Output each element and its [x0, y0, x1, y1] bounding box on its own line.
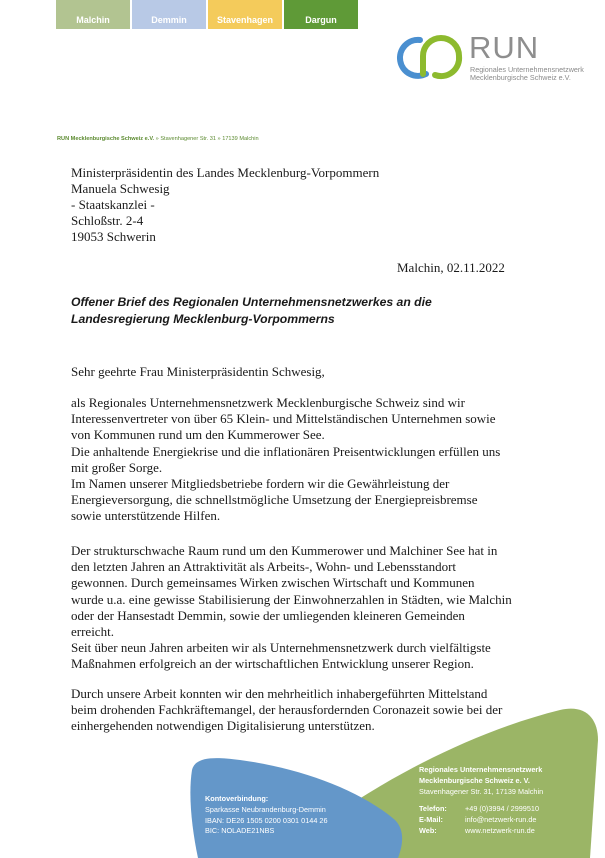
text-line: Maßnahmen erfolgreich an der wirtschaftlichen Entwicklung unserer Region.	[71, 656, 474, 672]
tab-label: Dargun	[305, 15, 337, 25]
contact-email	[419, 815, 539, 826]
tab-stavenhagen	[208, 0, 282, 29]
letter-subject	[71, 294, 432, 328]
contact-details	[419, 804, 539, 836]
letter-date: Malchin, 02.11.2022	[397, 260, 505, 275]
subject-line: Offener Brief des Regionalen Unternehmensnetzwerkes an die	[71, 295, 432, 309]
run-logo	[396, 30, 596, 84]
text-line: einhergehenden notwendigen Digitalisierung unterstützen.	[71, 718, 375, 734]
text-line: Im Namen unserer Mitgliedsbetriebe fordern wir die Gewährleistung der	[71, 476, 450, 492]
logo-subtitle-1: Regionales Unternehmensnetzwerk	[470, 65, 584, 74]
contact-web	[419, 826, 539, 837]
text-line: gewonnen. Durch gemeinsames Wirken zwischen Wirtschaft und Kommunen	[71, 575, 475, 591]
tab-label: Demmin	[151, 15, 187, 25]
sender-org: RUN Mecklenburgische Schweiz e.V.	[57, 136, 155, 142]
text-line: mit großer Sorge.	[71, 459, 163, 475]
recipient-line: Schloßstr. 2-4	[71, 213, 144, 228]
phone-value: +49 (0)3994 / 2999510	[465, 804, 540, 813]
bank-line: BIC: NOLADE21NBS	[205, 826, 275, 836]
text-line: Energieversorgung, die schnellstmögliche Umsetzung der Energiepreisbremse	[71, 492, 478, 508]
text-line: Interessenvertreter von über 65 Klein- und Mittelständischen Unternehmen sowie	[71, 411, 496, 427]
paragraph-3	[71, 686, 502, 735]
text-line: Seit über neun Jahren arbeiten wir als Unternehmensnetzwerk durch vielfältigste	[71, 640, 491, 656]
text-line: von Kommunen rund um den Kummerower See.	[71, 427, 325, 443]
recipient-line: 19053 Schwerin	[71, 229, 156, 244]
linked-rings-icon	[396, 34, 468, 82]
contact-key: E-Mail:	[419, 814, 443, 824]
org-details	[419, 765, 543, 797]
contact-phone	[419, 804, 539, 815]
email-link[interactable]: info@netzwerk-run.de	[465, 814, 537, 824]
text-line: beim drohenden Fachkräftemangel, der herausfordernden Coronazeit sowie bei der	[71, 702, 503, 718]
text-line: erreicht.	[71, 624, 114, 640]
logo-subtitle-2: Mecklenburgische Schweiz e.V.	[470, 73, 571, 82]
text-line: Die anhaltende Energiekrise und die inflationären Preisentwicklungen erfüllen uns	[71, 443, 501, 459]
location-tabs	[56, 0, 358, 29]
logo-wordmark: RUN	[469, 30, 540, 65]
tab-demmin	[132, 0, 206, 29]
text-line: wurde u.a. eine gewisse Stabilisierung der Einwohnerzahlen in Städten, wie Malchin	[71, 591, 512, 607]
recipient-line: Manuela Schwesig	[71, 181, 170, 196]
recipient-line: Ministerpräsidentin des Landes Mecklenburg-Vorpommern	[71, 165, 380, 180]
org-address: Stavenhagener Str. 31, 17139 Malchin	[419, 786, 544, 796]
sender-address: » Stavenhagener Str. 31 » 17139 Malchin	[154, 136, 259, 142]
web-link[interactable]: www.netzwerk-run.de	[465, 825, 535, 835]
bank-line: Sparkasse Neubrandenburg-Demmin	[205, 804, 326, 814]
org-name-1: Regionales Unternehmensnetzwerk	[419, 765, 543, 774]
text-line: oder der Hansestadt Demmin, sowie der umliegenden kleineren Gemeinden	[71, 607, 465, 623]
contact-key: Web:	[419, 825, 437, 835]
recipient-address	[71, 165, 379, 245]
bank-heading: Kontoverbindung:	[205, 794, 269, 803]
bank-details	[205, 794, 328, 837]
subject-line: Landesregierung Mecklenburg-Vorpommerns	[71, 312, 335, 326]
text-line: sowie unterstützende Hilfen.	[71, 508, 221, 524]
tab-label: Malchin	[76, 15, 110, 25]
text-line: Durch unsere Arbeit konnten wir den mehrheitlich inhabergeführten Mittelstand	[71, 686, 488, 701]
tab-malchin	[56, 0, 130, 29]
org-name-2: Mecklenburgische Schweiz e. V.	[419, 775, 530, 785]
text-line: den letzten Jahren an Attraktivität als Arbeits-, Wohn- und Lebensstandort	[71, 559, 457, 575]
paragraph-1	[71, 395, 500, 525]
recipient-line: - Staatskanzlei -	[71, 197, 155, 212]
tab-label: Stavenhagen	[216, 15, 274, 25]
text-line: als Regionales Unternehmensnetzwerk Mecklenburgische Schweiz sind wir	[71, 395, 465, 410]
contact-key: Telefon:	[419, 804, 447, 813]
bank-line: IBAN: DE26 1505 0200 0301 0144 26	[205, 815, 328, 825]
text-line: Der strukturschwache Raum rund um den Kummerower und Malchiner See hat in	[71, 543, 498, 558]
salutation: Sehr geehrte Frau Ministerpräsidentin Schwesig,	[71, 364, 325, 379]
paragraph-2	[71, 543, 512, 673]
sender-line	[57, 136, 259, 142]
tab-dargun	[284, 0, 358, 29]
